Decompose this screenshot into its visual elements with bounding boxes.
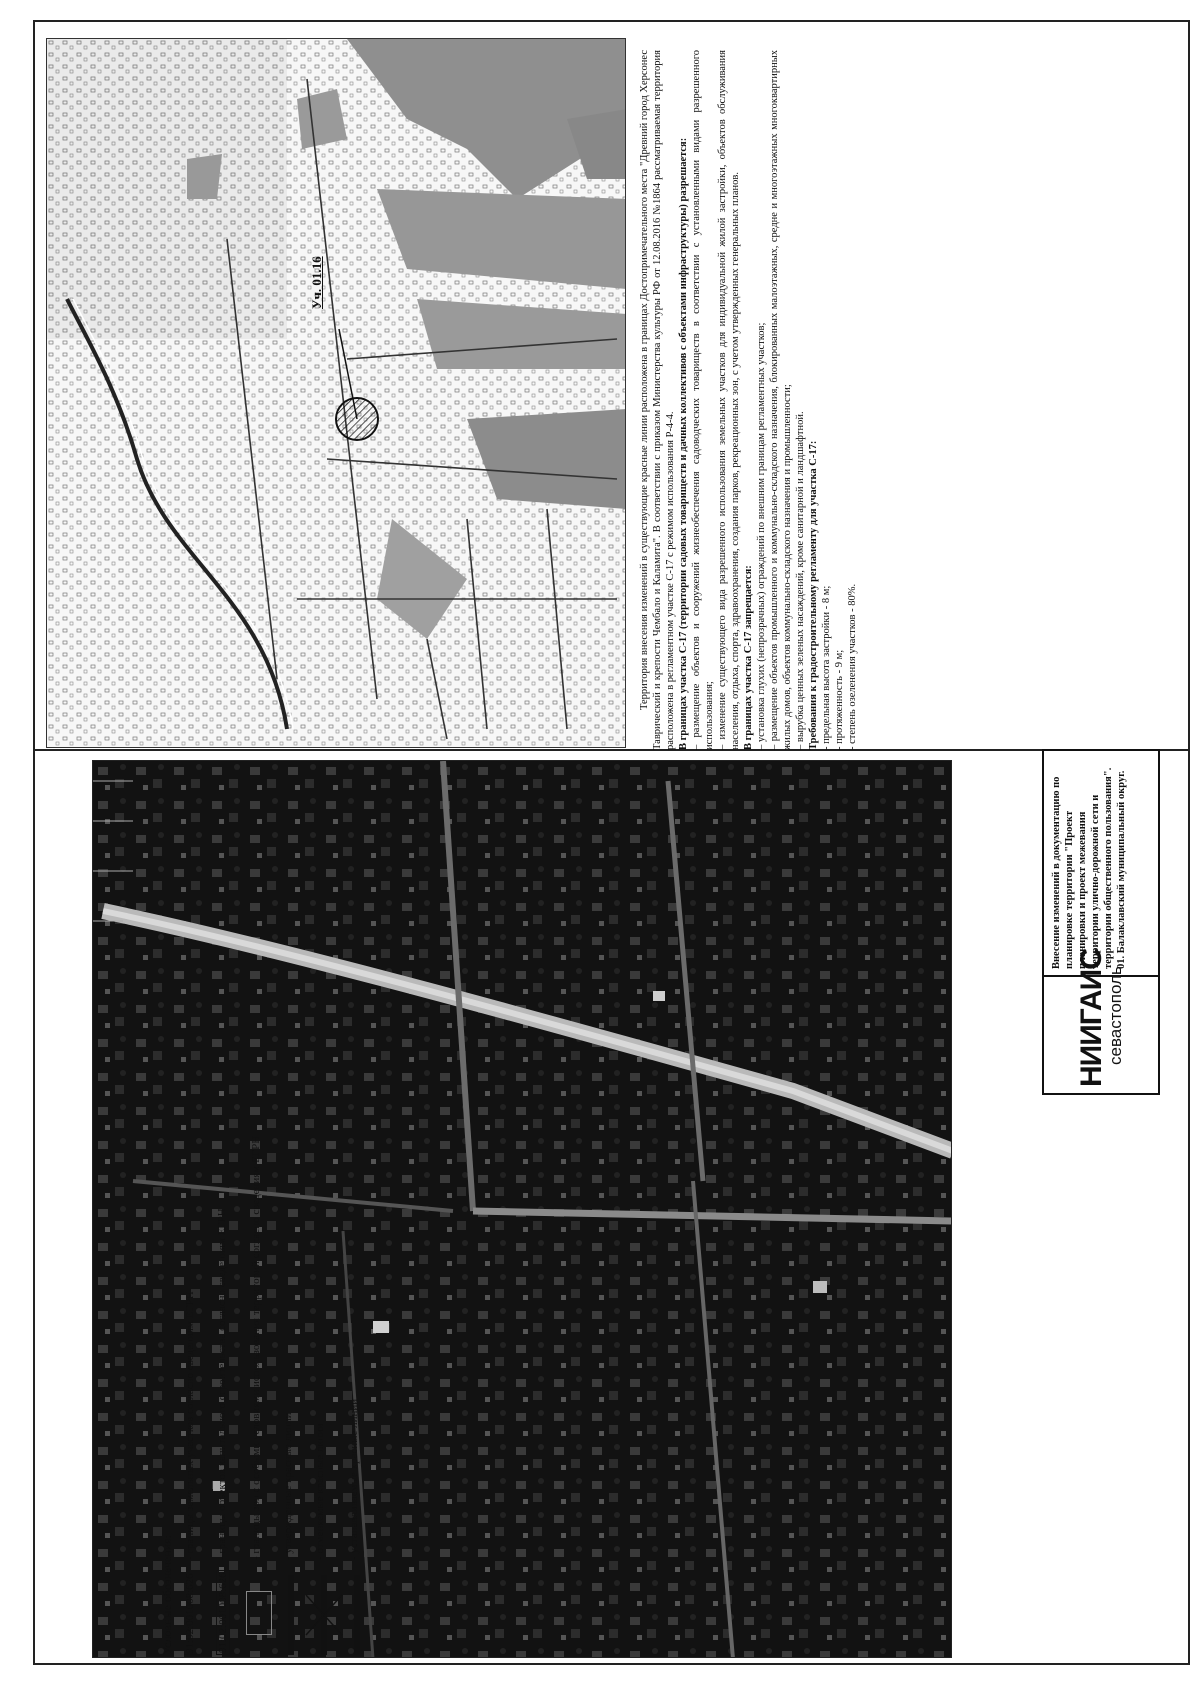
forbidden-item: – вырубка ценных зеленых насаждений, кроме санитарной и ландшафтной. bbox=[795, 411, 806, 750]
project-title: Внесение изменений в документацию по планировке территории "Проект планировки и проект межевания территории улично-дорожной сети и территории общественного пользования". 01. Балаклавский муниципальный округ. bbox=[1051, 767, 1127, 969]
legend-sample-building: 91:02:001008:626 bbox=[217, 1572, 229, 1653]
org-city: севастополь bbox=[1106, 966, 1125, 1065]
forbidden-item: – размещение объектов промышленного и коммунально-складского назначения, блокированных малоэтажных, средне и многоэтажных многоквартирных жилых домов, объектов коммунально-складского назначения и промышленности; bbox=[769, 49, 793, 750]
allowed-item: – изменение существующего вида разрешенного использования земельных участков для индивидуальной жилой застройки, объектов обслуживания населения, отдыха, спорта, здравоохранения, создания парков, рекреационных зон, с учетом утвержденных генеральных планов. bbox=[717, 50, 741, 750]
cadastral-map bbox=[46, 38, 626, 748]
legend-item-cancelled-red-lines bbox=[310, 795, 336, 1655]
legend-title: Условные обозначения: bbox=[160, 1534, 174, 1655]
allowed-item: – размещение объектов и сооружений жизнеобеспечения садоводческих товариществ в соответствии с установленными видами разрешенного использования; bbox=[691, 49, 715, 750]
forbidden-item: – установка глухих (непрозрачных) ограждений по внешним границам регламентных участков; bbox=[756, 322, 767, 750]
requirement-item: - степень озеленения участков - 80%. bbox=[847, 583, 858, 750]
org-name: НИИГАИС bbox=[1075, 949, 1108, 1087]
requirement-item: - предельная высота застройки - 8 м; bbox=[821, 585, 832, 750]
cadastral-map-drawing bbox=[47, 39, 626, 748]
legend-text: - отменяемые красные линии bbox=[314, 1423, 326, 1560]
org-logo bbox=[1044, 949, 1158, 1093]
description-block bbox=[638, 50, 893, 750]
forbidden-header: В границах участка С-17 запрещается: bbox=[743, 565, 754, 750]
description-intro: Территория внесения изменений в существующие красные линии расположена в границах Достопримечательного места "Древний город Херсонес Таврический и крепости Чембало и Каламита". В соответствии с приказом Министерства культуры РФ от 12.08.2016 №1864 рассматриваемая территория расположена в регламентном участке С-17 с режимом использования Р-4-4. bbox=[639, 50, 676, 750]
legend-text: - границы объектов капитального строительства согласно сведениям ЕГРН bbox=[216, 1208, 228, 1560]
legend-item-building-boundary bbox=[216, 795, 238, 1655]
legend-item-special-zones bbox=[246, 795, 272, 1655]
legend-text: - утвержденные красные линии bbox=[282, 1412, 294, 1560]
legend-sample-approved-line bbox=[288, 1575, 294, 1655]
requirements-header: Требования к градостроительному регламенту для участка С-17: bbox=[808, 440, 819, 750]
legend-sample-zone-swatch bbox=[246, 1591, 272, 1635]
legend-sample-new-line bbox=[354, 1575, 360, 1655]
legend-item-parcel-boundary bbox=[184, 795, 206, 1655]
legend bbox=[160, 795, 370, 1655]
allowed-header: В границах участка С-17 (территории садовых товариществ и дачных коллективов с объектами инфраструктуры) разрешается: bbox=[678, 137, 689, 750]
legend-text: - границы зон с особыми условиями использования территорий согласно сведениям ЕГРН bbox=[250, 1135, 262, 1560]
legend-sample-parcel: 91:02:001008:626 bbox=[184, 1573, 196, 1654]
legend-item-approved-red-lines bbox=[278, 795, 304, 1655]
legend-sample-cancelled-line bbox=[304, 1575, 344, 1655]
legend-item-new-red-lines bbox=[344, 795, 370, 1655]
legend-text: - устанавливаемые красные линии bbox=[348, 1398, 360, 1560]
parcel-label: Уч. 01.16 bbox=[309, 256, 324, 309]
legend-text: - границы земельных участков согласно сведениям ЕГРН bbox=[184, 1291, 196, 1560]
sheet-divider bbox=[33, 749, 1190, 751]
requirement-item: - протяженность - 9 м; bbox=[834, 649, 845, 750]
